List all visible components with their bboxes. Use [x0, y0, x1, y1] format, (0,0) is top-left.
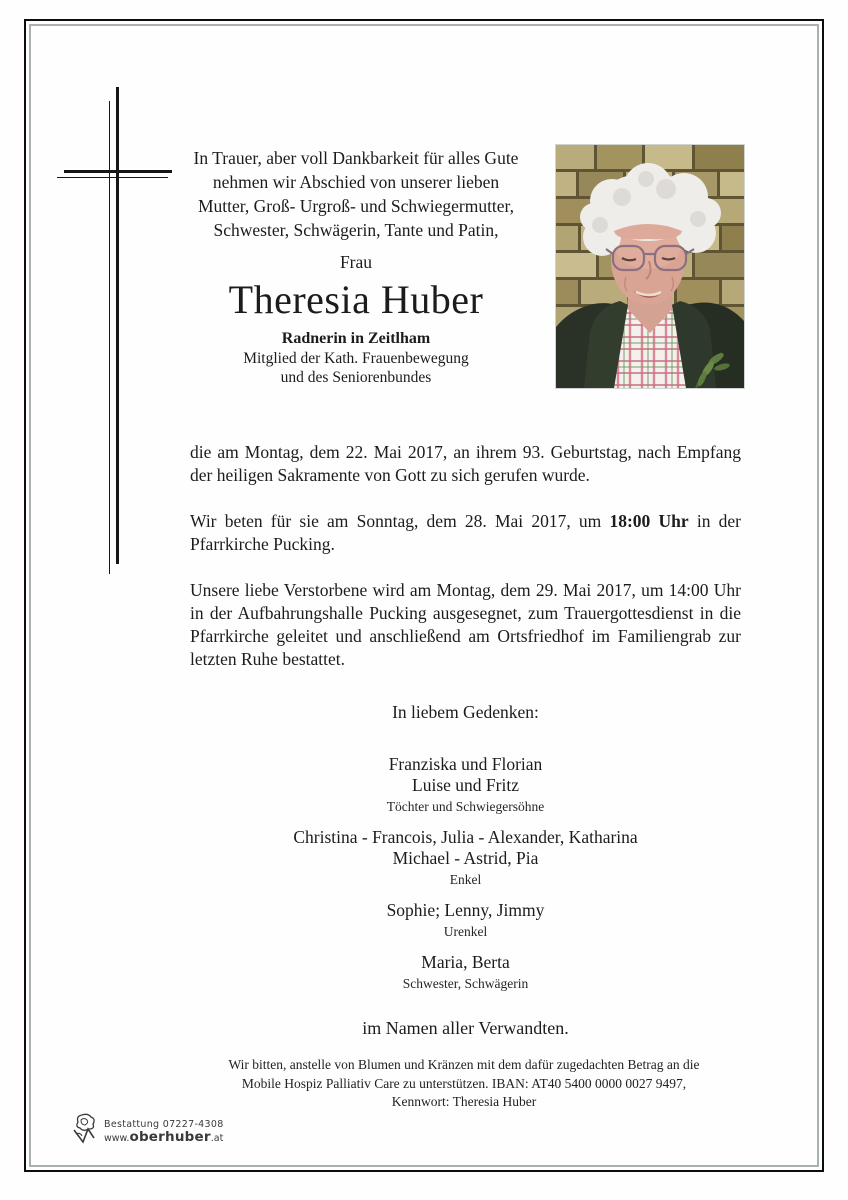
subtitle-membership: und des Seniorenbundes	[280, 369, 432, 386]
cross-horizontal-thick-line	[64, 170, 172, 173]
website-name: oberhuber	[129, 1128, 211, 1145]
intro-line: In Trauer, aber voll Dankbarkeit für alles Gute	[193, 148, 519, 168]
prayer-time: 18:00 Uhr	[609, 510, 689, 531]
deceased-name: Theresia Huber	[228, 277, 484, 322]
salutation: Frau	[339, 252, 373, 272]
portrait-photo	[556, 145, 744, 388]
funeral-home-website	[104, 1128, 224, 1145]
funeral-home-label: Bestattung	[104, 1118, 160, 1130]
mourner-group	[190, 900, 741, 939]
funeral-paragraph: Unsere liebe Verstorbene wird am Montag, dem 29. Mai 2017, um 14:00 Uhr in der Aufbahrungshalle Pucking ausgesegnet, zum Trauergottesdienst in die Pfarrkirche geleitet und anschließend am Ortsfriedhof im Familiengrab zur letzten Ruhe bestattet.	[190, 579, 741, 670]
funeral-home-emblem-icon	[70, 1112, 100, 1151]
subtitle-membership: Mitglied der Kath. Frauenbewegung	[243, 350, 469, 367]
funeral-home-logo	[70, 1112, 224, 1151]
intro-line: nehmen wir Abschied von unserer lieben	[212, 172, 500, 192]
donation-line: Mobile Hospiz Palliativ Care zu unterstützen. IBAN: AT40 5400 0000 0027 9497,	[241, 1075, 687, 1091]
mourner-names: Christina - Francois, Julia - Alexander, Katharina	[293, 827, 638, 847]
donation-line: Wir bitten, anstelle von Blumen und Kränzen mit dem dafür zugedachten Betrag an die	[228, 1057, 700, 1072]
mourner-relation: Urenkel	[443, 924, 488, 939]
mourner-group	[190, 952, 741, 991]
memorial-title: In liebem Gedenken:	[392, 702, 539, 722]
header-block	[160, 146, 552, 387]
announcement-text	[190, 441, 741, 694]
mourner-names: Maria, Berta	[421, 952, 510, 972]
website-suffix: .at	[210, 1132, 224, 1144]
prayer-paragraph	[190, 510, 741, 556]
cross-horizontal-thin-line	[57, 177, 168, 178]
subtitle-occupation: Radnerin in Zeitlham	[281, 330, 431, 347]
mourner-names: Sophie; Lenny, Jimmy	[386, 900, 545, 920]
memorial-section	[190, 701, 741, 1039]
mourner-names: Franziska und Florian	[388, 754, 543, 774]
website-prefix: www.	[104, 1132, 130, 1144]
mourner-group	[190, 827, 741, 887]
funeral-home-text	[104, 1119, 224, 1145]
intro-line: Schwester, Schwägerin, Tante und Patin,	[213, 220, 499, 240]
mourner-group	[190, 754, 741, 814]
donation-line: Kennwort: Theresia Huber	[391, 1094, 537, 1109]
memorial-closing: im Namen aller Verwandten.	[362, 1018, 569, 1038]
mourner-names: Luise und Fritz	[412, 775, 519, 795]
prayer-text-pre: Wir beten für sie am Sonntag, dem 28. Mai 2017, um	[190, 510, 610, 531]
prayer-text-post: in der Pfarrkirche Pucking.	[190, 510, 741, 555]
mourner-relation: Enkel	[449, 872, 482, 887]
death-paragraph: die am Montag, dem 22. Mai 2017, an ihrem 93. Geburtstag, nach Empfang der heiligen Sakramente von Gott zu sich gerufen wurde.	[190, 442, 741, 486]
mourner-relation: Töchter und Schwiegersöhne	[386, 799, 545, 814]
mourner-relation: Schwester, Schwägerin	[402, 976, 529, 991]
funeral-home-phone: 07227-4308	[162, 1118, 224, 1130]
cross-vertical-thick-line	[116, 87, 119, 564]
mourner-names: Michael - Astrid, Pia	[392, 848, 539, 868]
intro-line: Mutter, Groß- Urgroß- und Schwiegermutter,	[197, 196, 515, 216]
donation-note	[149, 1056, 779, 1112]
